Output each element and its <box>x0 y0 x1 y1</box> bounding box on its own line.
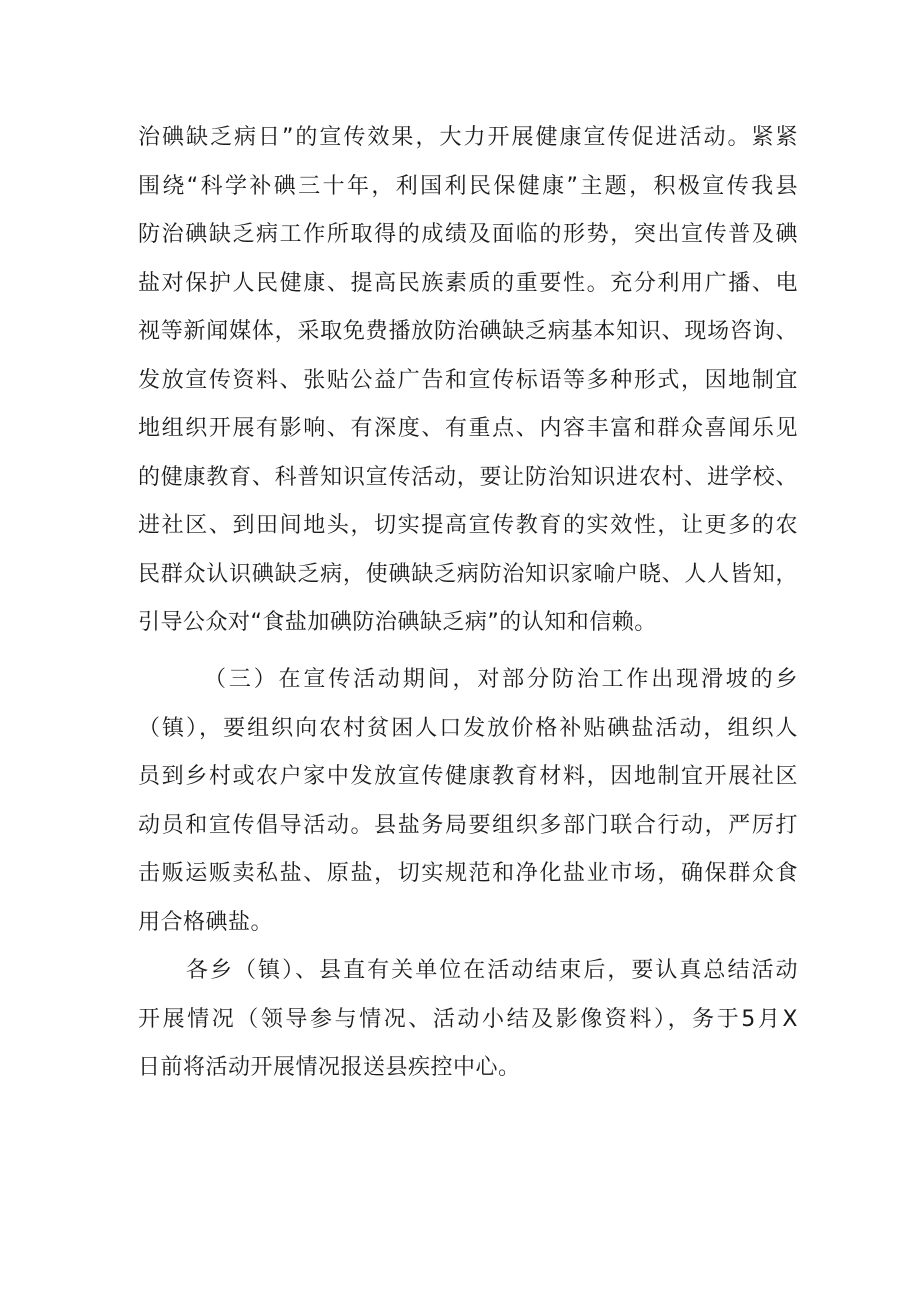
text-line: 盐对保护人民健康、提高民族素质的重要性。充分利用广播、电 <box>138 270 798 296</box>
text-line: 引导公众对“食盐加碘防治碘缺乏病”的认知和信赖。 <box>138 610 657 635</box>
text-line: 日前将活动开展情况报送县疾控中心。 <box>138 1055 521 1080</box>
text-line: 用合格碘盐。 <box>138 909 274 935</box>
text-line: 的健康教育、科普知识宣传活动，要让防治知识进农村、进学校、 <box>138 464 798 490</box>
text-line: （镇），要组织向农村贫困人口发放价格补贴碘盐活动，组织人 <box>138 715 798 741</box>
text-line: 击贩运贩卖私盐、原盐，切实规范和净化盐业市场，确保群众食 <box>138 861 798 886</box>
text-line: 动员和宣传倡导活动。县盐务局要组织多部门联合行动，严厉打 <box>138 812 798 838</box>
text-line: 围绕“科学补碘三十年，利国利民保健康”主题，积极宣传我县 <box>138 173 798 199</box>
text-line: 防治碘缺乏病工作所取得的成绩及面临的形势，突出宣传普及碘 <box>138 222 798 247</box>
paragraph-item-three <box>138 656 798 947</box>
paragraph-summary-report <box>138 947 798 1093</box>
text-line: 开展情况（领导参与情况、活动小结及影像资料），务于5月X <box>138 1006 798 1032</box>
text-line: 各乡（镇）、县直有关单位在活动结束后，要认真总结活动 <box>186 958 798 983</box>
text-line: 发放宣传资料、张贴公益广告和宣传标语等多种形式，因地制宜 <box>138 367 798 393</box>
text-line: 民群众认识碘缺乏病，使碘缺乏病防治知识家喻户晓、人人皆知， <box>138 561 798 587</box>
text-line: 地组织开展有影响、有深度、有重点、内容丰富和群众喜闻乐见 <box>138 416 798 441</box>
text-line: 进社区、到田间地头，切实提高宣传教育的实效性，让更多的农 <box>138 513 798 538</box>
paragraph-publicity-activities <box>138 114 798 648</box>
text-line: 治碘缺乏病日”的宣传效果，大力开展健康宣传促进活动。紧紧 <box>138 125 798 150</box>
text-line: 员到乡村或农户家中发放宣传健康教育材料，因地制宜开展社区 <box>138 764 798 789</box>
text-line: （三）在宣传活动期间，对部分防治工作出现滑坡的乡 <box>204 667 798 692</box>
text-line: 视等新闻媒体，采取免费播放防治碘缺乏病基本知识、现场咨询、 <box>138 319 798 344</box>
